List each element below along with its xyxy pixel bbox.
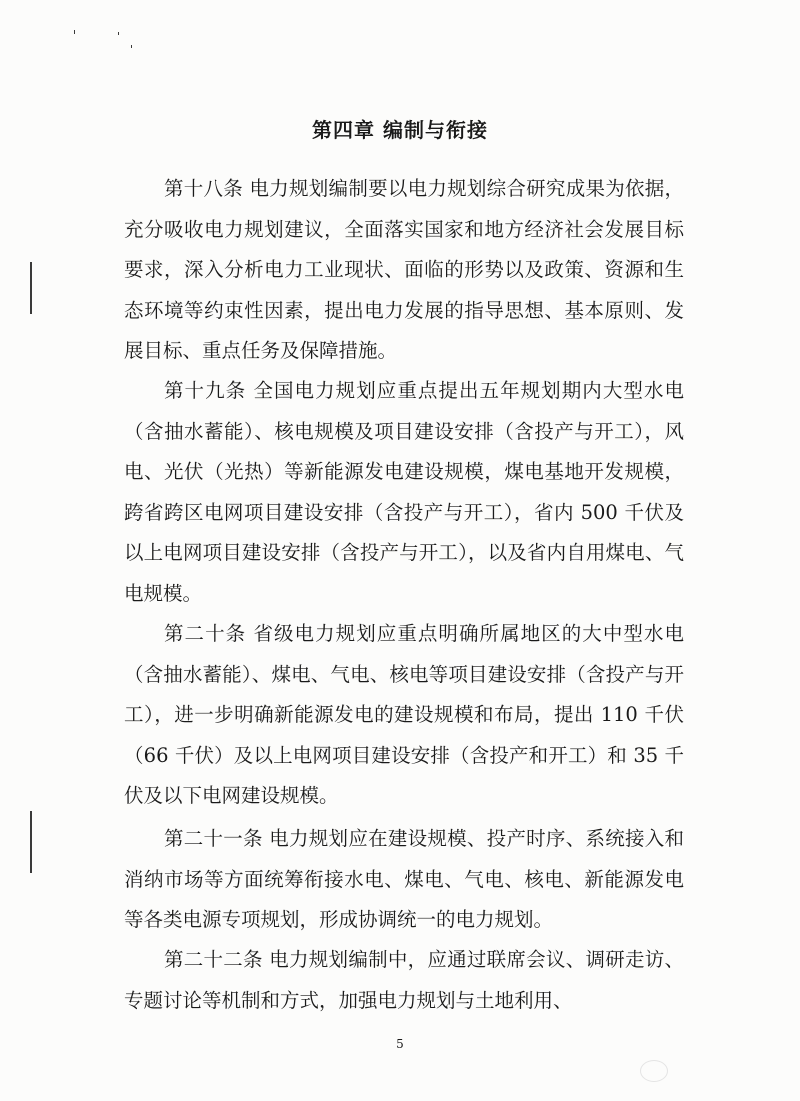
scan-speck (74, 30, 75, 34)
faint-stamp-mark (640, 1060, 668, 1082)
binding-mark (30, 811, 32, 873)
scan-speck (131, 45, 132, 48)
article-21-paragraph: 第二十一条 电力规划应在建设规模、投产时序、系统接入和消纳市场等方面统筹衔接水电、煤电、气电、核电、新能源发电等各类电源专项规划，形成协调统一的电力规划。 (124, 827, 684, 931)
article-22-paragraph: 第二十二条 电力规划编制中，应通过联席会议、调研走访、专题讨论等机制和方式，加强电力规划与土地利用、 (124, 948, 684, 1012)
chapter-title: 第四章 编制与衔接 (312, 118, 488, 142)
scan-speck (118, 32, 119, 35)
article-20-paragraph: 第二十条 省级电力规划应重点明确所属地区的大中型水电（含抽水蓄能）、煤电、气电、核电等项目建设安排（含投产与开工），进一步明确新能源发电的建设规模和布局，提出 110 千伏（66 千伏）及以上电网项目建设安排（含投产和开工）和 35 千伏及以下电网建设规模。 (124, 622, 684, 807)
binding-mark (30, 262, 32, 314)
page-number: 5 (396, 1037, 404, 1051)
article-19-paragraph: 第十九条 全国电力规划应重点提出五年规划期内大型水电（含抽水蓄能）、核电规模及项目建设安排（含投产与开工），风电、光伏（光热）等新能源发电建设规模，煤电基地开发规模，跨省跨区电网项目建设安排（含投产与开工），省内 500 千伏及以上电网项目建设安排（含投产与开工），以及省内自用煤电、气电规模。 (124, 379, 684, 605)
article-18-paragraph: 第十八条 电力规划编制要以电力规划综合研究成果为依据，充分吸收电力规划建议，全面落实国家和地方经济社会发展目标要求，深入分析电力工业现状、面临的形势以及政策、资源和生态环境等约束性因素，提出电力发展的指导思想、基本原则、发展目标、重点任务及保障措施。 (124, 177, 684, 362)
